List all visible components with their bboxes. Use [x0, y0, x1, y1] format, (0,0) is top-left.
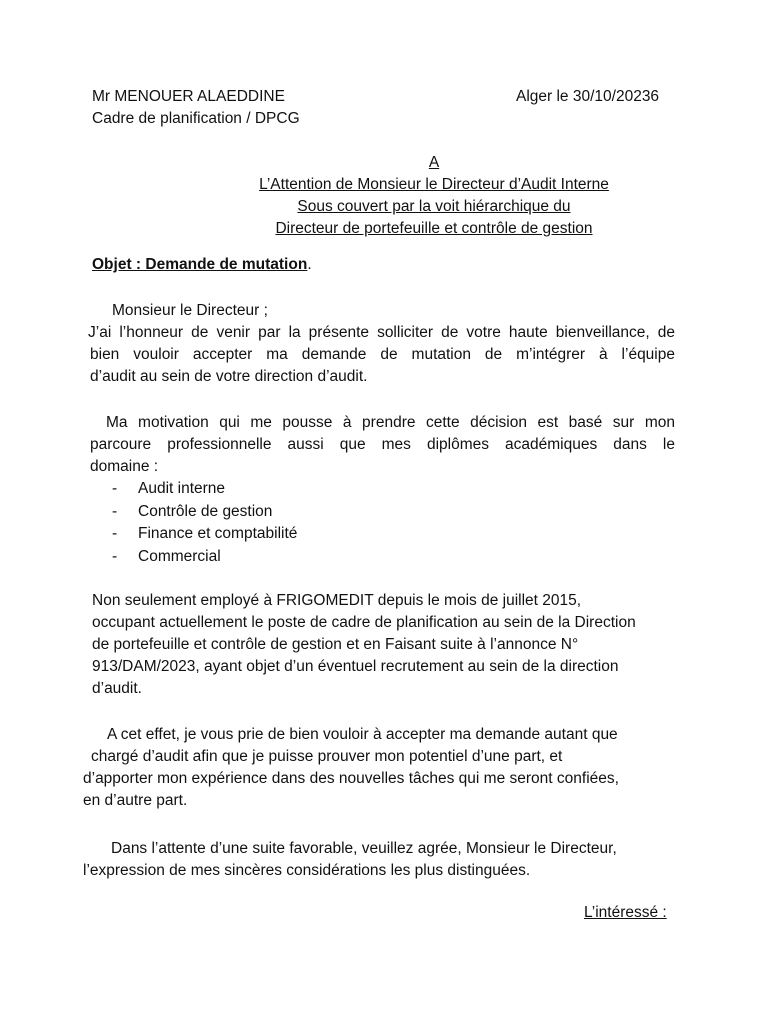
paragraph-1-line-3: d’audit au sein de votre direction d’audit. — [90, 368, 368, 385]
paragraph-5-line-1: Dans l’attente d’une suite favorable, veuillez agrée, Monsieur le Directeur, — [111, 840, 617, 857]
subject-suffix: . — [307, 256, 312, 273]
place-date: Alger le 30/10/20236 — [516, 88, 660, 105]
list-bullet: - — [112, 525, 118, 542]
paragraph-4-line-1: A cet effet, je vous prie de bien vouloir à accepter ma demande autant que — [107, 726, 618, 743]
paragraph-3-line-5: d’audit. — [92, 680, 142, 697]
paragraph-4-line-2: chargé d’audit afin que je puisse prouver mon potentiel d’une part, et — [91, 748, 563, 765]
addressee-block — [84, 152, 768, 240]
addressee-line-3: Sous couvert par la voit hiérarchique du — [297, 198, 571, 215]
salutation: Monsieur le Directeur ; — [112, 302, 268, 319]
subject-label: Objet : Demande de mutation — [92, 256, 308, 273]
list-bullet: - — [112, 502, 118, 520]
signature-label: L’intéressé : — [584, 904, 667, 921]
paragraph-1-line-2: bien vouloir accepter ma demande de mutation de m’intégrer à l’équipe — [90, 346, 675, 363]
sender-block — [92, 86, 300, 130]
paragraph-4-line-3: d’apporter mon expérience dans des nouvelles tâches qui me seront confiées, — [83, 770, 619, 787]
list-bullet: - — [112, 480, 118, 497]
list-item-text: Contrôle de gestion — [138, 502, 273, 520]
subject-line — [92, 254, 312, 276]
paragraph-3-line-4: 913/DAM/2023, ayant objet d’un éventuel recrutement au sein de la direction — [92, 658, 619, 675]
paragraph-2-line-3: domaine : — [90, 458, 159, 475]
addressee-line-4: Directeur de portefeuille et contrôle de gestion — [275, 220, 593, 237]
addressee-line-2: L’Attention de Monsieur le Directeur d’Audit Interne — [259, 176, 609, 193]
list-bullet: - — [112, 547, 118, 565]
paragraph-3-line-3: de portefeuille et contrôle de gestion et en Faisant suite à l’annonce N° — [92, 636, 579, 653]
paragraph-4-line-4: en d’autre part. — [83, 792, 188, 809]
paragraph-2-line-2: parcoure professionnelle aussi que mes diplômes académiques dans le — [90, 436, 675, 453]
list-item-text: Audit interne — [138, 480, 226, 497]
paragraph-5-line-2: l’expression de mes sincères considérations les plus distinguées. — [83, 862, 531, 879]
paragraph-2-line-1: Ma motivation qui me pousse à prendre cette décision est basé sur mon — [106, 414, 675, 431]
sender-name: Mr MENOUER ALAEDDINE — [92, 88, 285, 105]
sender-position: Cadre de planification / DPCG — [92, 110, 300, 127]
list-item-text: Finance et comptabilité — [138, 525, 298, 542]
paragraph-3-line-2: occupant actuellement le poste de cadre de planification au sein de la Direction — [92, 614, 636, 631]
paragraph-3-line-1: Non seulement employé à FRIGOMEDIT depuis le mois de juillet 2015, — [92, 592, 582, 609]
list-item-text: Commercial — [138, 547, 221, 565]
paragraph-1-line-1: J’ai l’honneur de venir par la présente solliciter de votre haute bienveillance, de — [88, 324, 675, 341]
addressee-line-1: A — [428, 154, 440, 171]
